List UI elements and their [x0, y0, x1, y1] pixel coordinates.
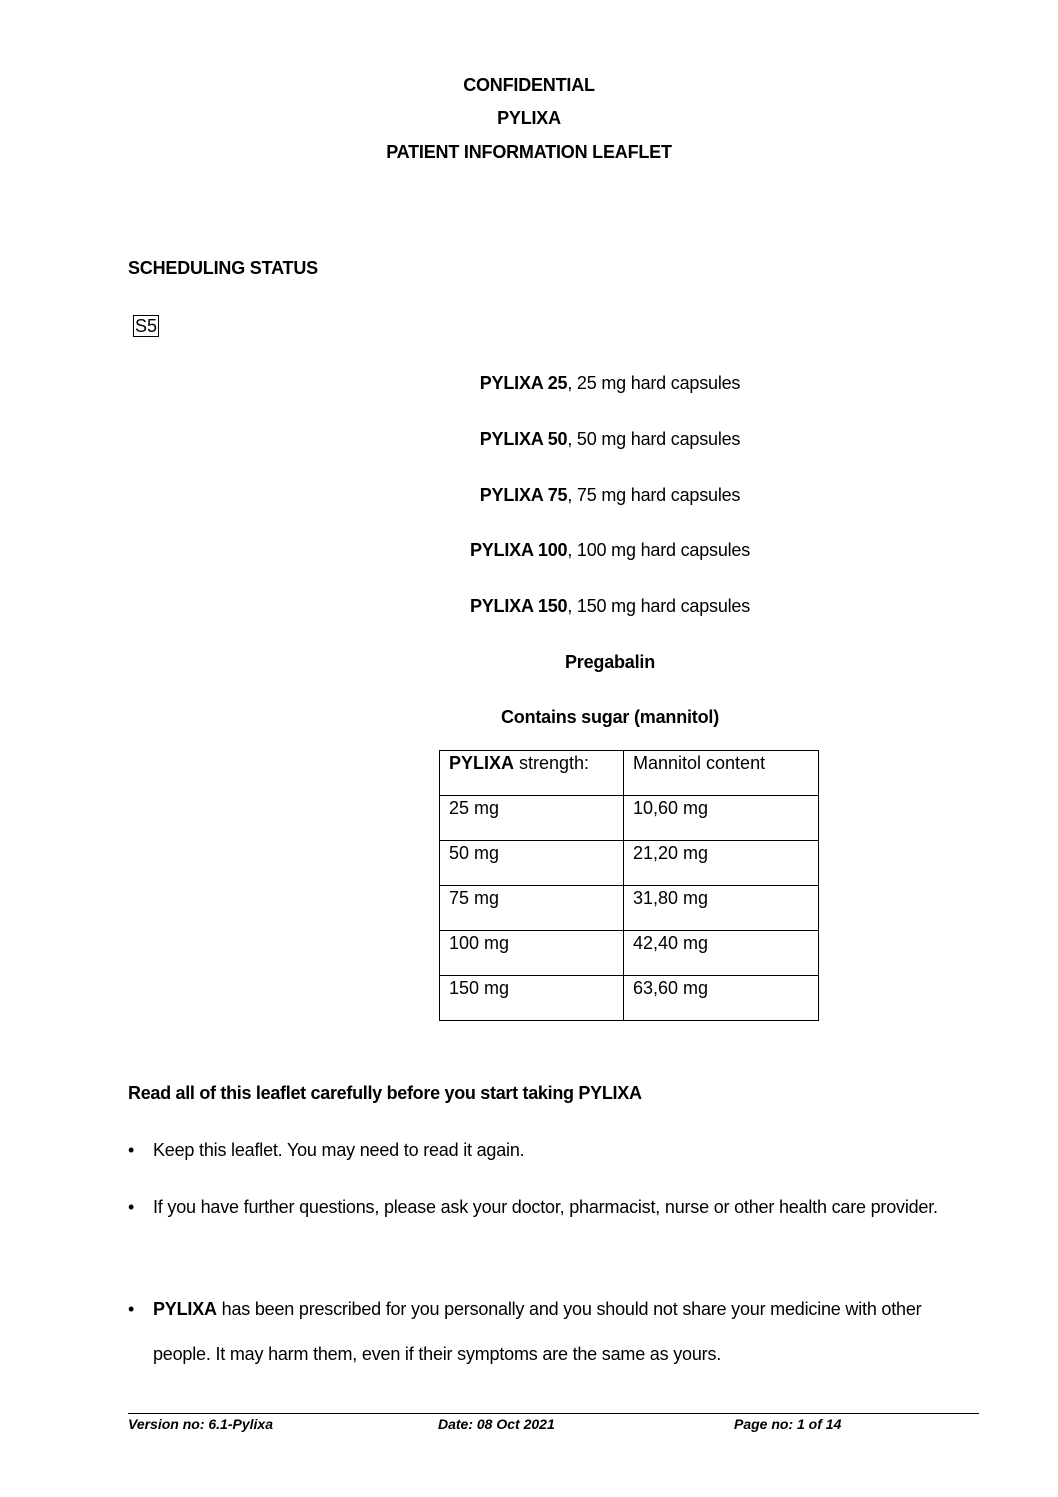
- list-item-text: If you have further questions, please ask your doctor, pharmacist, nurse or other health care provider.: [153, 1197, 938, 1217]
- sugar-note: Contains sugar (mannitol): [500, 707, 719, 727]
- product-line-25: [400, 373, 820, 394]
- bullet-icon: •: [128, 1140, 135, 1160]
- header-brand: PYLIXA: [449, 753, 515, 773]
- header-mannitol: Mannitol content: [624, 751, 819, 796]
- product-name: PYLIXA 25: [479, 373, 568, 393]
- table-row: [440, 841, 819, 886]
- product-line-150: [400, 596, 820, 617]
- scheduling-status-heading: SCHEDULING STATUS: [128, 258, 318, 278]
- product-desc: , 25 mg hard capsules: [567, 373, 741, 393]
- table-row: [440, 796, 819, 841]
- list-item-text: has been prescribed for you personally and you should not share your medicine with other people. It may harm them, even if their symptoms are the same as yours.: [153, 1299, 922, 1364]
- brand-name: PYLIXA: [153, 1299, 217, 1319]
- cell-strength: 50 mg: [440, 841, 624, 886]
- confidential-label: CONFIDENTIAL: [463, 75, 595, 95]
- product-title: PYLIXA: [497, 108, 561, 128]
- product-line-100: [400, 540, 820, 561]
- product-name: PYLIXA 100: [469, 540, 568, 560]
- table-row: [440, 931, 819, 976]
- product-name: PYLIXA 75: [479, 485, 568, 505]
- footer-page-number: Page no: 1 of 14: [734, 1416, 842, 1432]
- footer-divider: [128, 1413, 979, 1414]
- product-desc: , 75 mg hard capsules: [567, 485, 741, 505]
- footer-date: Date: 08 Oct 2021: [438, 1416, 555, 1432]
- table-row: [440, 976, 819, 1021]
- footer-version: Version no: 6.1-Pylixa: [128, 1416, 273, 1432]
- cell-mannitol: 63,60 mg: [624, 976, 819, 1021]
- cell-strength: 100 mg: [440, 931, 624, 976]
- cell-mannitol: 21,20 mg: [624, 841, 819, 886]
- list-item-text: Keep this leaflet. You may need to read it again.: [153, 1140, 525, 1160]
- product-desc: , 150 mg hard capsules: [567, 596, 751, 616]
- schedule-badge: S5: [135, 316, 158, 336]
- product-line-50: [400, 429, 820, 450]
- instructions-heading: Read all of this leaflet carefully before you start taking PYLIXA: [128, 1083, 642, 1103]
- product-name: PYLIXA 50: [479, 429, 568, 449]
- table-header-row: [440, 751, 819, 796]
- document-title: PATIENT INFORMATION LEAFLET: [386, 142, 672, 162]
- cell-strength: 150 mg: [440, 976, 624, 1021]
- cell-mannitol: 42,40 mg: [624, 931, 819, 976]
- product-desc: , 100 mg hard capsules: [567, 540, 751, 560]
- cell-strength: 25 mg: [440, 796, 624, 841]
- table-row: [440, 886, 819, 931]
- active-ingredient: Pregabalin: [564, 652, 656, 672]
- product-line-75: [400, 485, 820, 506]
- product-desc: , 50 mg hard capsules: [567, 429, 741, 449]
- product-name: PYLIXA 150: [469, 596, 568, 616]
- bullet-icon: •: [128, 1299, 135, 1319]
- bullet-icon: •: [128, 1197, 135, 1217]
- header-strength: [440, 751, 624, 796]
- mannitol-table: [439, 750, 819, 1021]
- list-item-text-wrapper: [153, 1287, 938, 1377]
- header-strength-label: strength:: [514, 753, 590, 773]
- cell-mannitol: 31,80 mg: [624, 886, 819, 931]
- cell-mannitol: 10,60 mg: [624, 796, 819, 841]
- cell-strength: 75 mg: [440, 886, 624, 931]
